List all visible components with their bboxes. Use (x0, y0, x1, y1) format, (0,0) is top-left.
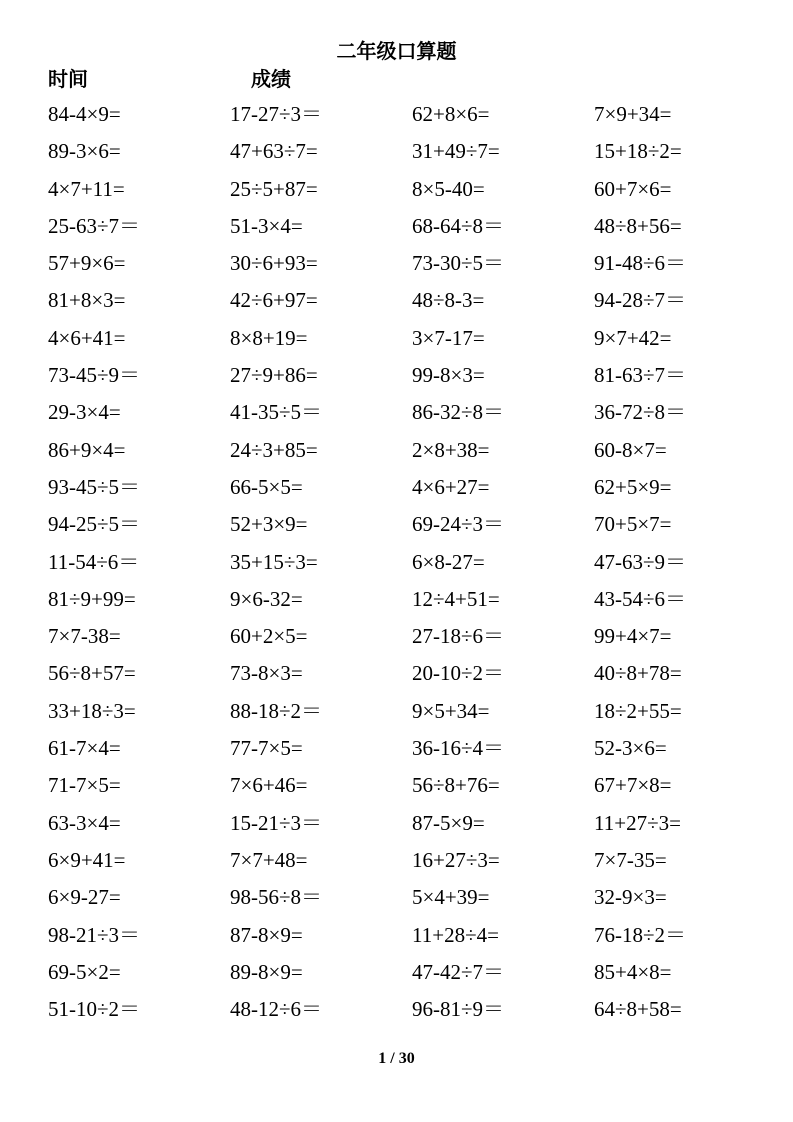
math-problem: 73-8×3= (230, 661, 303, 686)
math-problem: 12÷4+51= (412, 586, 500, 611)
math-problem: 6×8-27= (412, 549, 485, 574)
math-problem: 11-54÷6＝ (48, 549, 140, 574)
math-problem: 7×6+46= (230, 773, 308, 798)
math-problem: 48-12÷6＝ (230, 997, 323, 1022)
math-problem: 7×7-35= (594, 847, 667, 872)
math-problem: 52-3×6= (594, 736, 667, 761)
math-problem: 24÷3+85= (230, 437, 318, 462)
math-problem: 86-32÷8＝ (412, 400, 505, 425)
math-problem: 36-72÷8＝ (594, 400, 687, 425)
math-problem: 99+4×7= (594, 624, 672, 649)
math-problem: 70+5×7= (594, 512, 672, 537)
math-problem: 96-81÷9＝ (412, 997, 505, 1022)
math-problem: 41-35÷5＝ (230, 400, 323, 425)
math-problem: 62+5×9= (594, 474, 672, 499)
math-problem: 47-42÷7＝ (412, 959, 505, 984)
math-problem: 4×6+41= (48, 325, 126, 350)
math-problem: 87-5×9= (412, 810, 485, 835)
math-problem: 85+4×8= (594, 959, 672, 984)
math-problem: 17-27÷3＝ (230, 102, 323, 126)
math-problem: 81÷9+99= (48, 586, 136, 611)
math-problem: 81+8×3= (48, 288, 126, 313)
math-problem: 62+8×6= (412, 102, 490, 126)
math-problem: 73-45÷9＝ (48, 363, 141, 388)
math-problem: 7×7-38= (48, 624, 121, 649)
math-problem: 47-63÷9＝ (594, 549, 687, 574)
math-problem: 5×4+39= (412, 885, 490, 910)
math-problem: 98-56÷8＝ (230, 885, 323, 910)
math-problem: 11+27÷3= (594, 810, 681, 835)
math-problem: 88-18÷2＝ (230, 698, 323, 723)
math-problem: 8×8+19= (230, 325, 308, 350)
math-problem: 48÷8+56= (594, 213, 682, 238)
math-problem: 47+63÷7= (230, 139, 318, 164)
time-label: 时间 (48, 69, 88, 91)
math-problem: 67+7×8= (594, 773, 672, 798)
math-problem: 56÷8+76= (412, 773, 500, 798)
math-problem: 64÷8+58= (594, 997, 682, 1022)
math-problem: 29-3×4= (48, 400, 121, 425)
math-problem: 60-8×7= (594, 437, 667, 462)
math-problem: 86+9×4= (48, 437, 126, 462)
math-problem: 27÷9+86= (230, 363, 318, 388)
math-problem: 77-7×5= (230, 736, 303, 761)
math-problem: 99-8×3= (412, 363, 485, 388)
math-problem: 60+7×6= (594, 176, 672, 201)
math-problem: 51-3×4= (230, 213, 303, 238)
math-problem: 61-7×4= (48, 736, 121, 761)
math-problem: 6×9+41= (48, 847, 126, 872)
math-problem: 81-63÷7＝ (594, 363, 687, 388)
math-problem: 33+18÷3= (48, 698, 136, 723)
math-problem: 87-8×9= (230, 922, 303, 947)
math-problem: 69-5×2= (48, 959, 121, 984)
math-problem: 3×7-17= (412, 325, 485, 350)
math-problem: 63-3×4= (48, 810, 121, 835)
math-problem: 91-48÷6＝ (594, 251, 687, 276)
math-problem: 51-10÷2＝ (48, 997, 141, 1022)
math-problem: 98-21÷3＝ (48, 922, 141, 947)
math-problem: 89-3×6= (48, 139, 121, 164)
math-problem: 9×7+42= (594, 325, 672, 350)
math-problem: 25-63÷7＝ (48, 213, 141, 238)
math-problem: 2×8+38= (412, 437, 490, 462)
math-problem: 48÷8-3= (412, 288, 485, 313)
math-problem: 16+27÷3= (412, 847, 500, 872)
math-problem: 57+9×6= (48, 251, 126, 276)
math-problem: 56÷8+57= (48, 661, 136, 686)
math-problem: 8×5-40= (412, 176, 485, 201)
math-problem: 68-64÷8＝ (412, 213, 505, 238)
math-problem: 94-25÷5＝ (48, 512, 141, 537)
math-problem: 32-9×3= (594, 885, 667, 910)
math-problem: 31+49÷7= (412, 139, 500, 164)
page-number: 1 / 30 (378, 1050, 415, 1067)
problem-grid (48, 96, 776, 1028)
score-label: 成绩 (251, 69, 291, 91)
math-problem: 42÷6+97= (230, 288, 318, 313)
math-problem: 71-7×5= (48, 773, 121, 798)
math-problem: 73-30÷5＝ (412, 251, 505, 276)
math-problem: 89-8×9= (230, 959, 303, 984)
math-problem: 52+3×9= (230, 512, 308, 537)
math-problem: 6×9-27= (48, 885, 121, 910)
math-problem: 7×7+48= (230, 847, 308, 872)
math-problem: 9×5+34= (412, 698, 490, 723)
math-problem: 35+15÷3= (230, 549, 318, 574)
math-problem: 9×6-32= (230, 586, 303, 611)
math-problem: 76-18÷2＝ (594, 922, 687, 947)
math-problem: 40÷8+78= (594, 661, 682, 686)
math-problem: 43-54÷6＝ (594, 586, 687, 611)
math-problem: 84-4×9= (48, 102, 121, 126)
math-problem: 27-18÷6＝ (412, 624, 505, 649)
math-problem: 69-24÷3＝ (412, 512, 505, 537)
math-problem: 15-21÷3＝ (230, 810, 323, 835)
math-problem: 11+28÷4= (412, 922, 499, 947)
math-problem: 18÷2+55= (594, 698, 682, 723)
math-problem: 4×6+27= (412, 474, 490, 499)
math-problem: 94-28÷7＝ (594, 288, 687, 313)
math-problem: 30÷6+93= (230, 251, 318, 276)
math-problem: 15+18÷2= (594, 139, 682, 164)
math-problem: 20-10÷2＝ (412, 661, 505, 686)
math-problem: 25÷5+87= (230, 176, 318, 201)
math-problem: 36-16÷4＝ (412, 736, 505, 761)
math-problem: 66-5×5= (230, 474, 303, 499)
math-problem: 60+2×5= (230, 624, 308, 649)
math-problem: 7×9+34= (594, 102, 672, 126)
page-title: 二年级口算题 (336, 41, 457, 63)
math-problem: 4×7+11= (48, 176, 125, 201)
math-problem: 93-45÷5＝ (48, 474, 141, 499)
